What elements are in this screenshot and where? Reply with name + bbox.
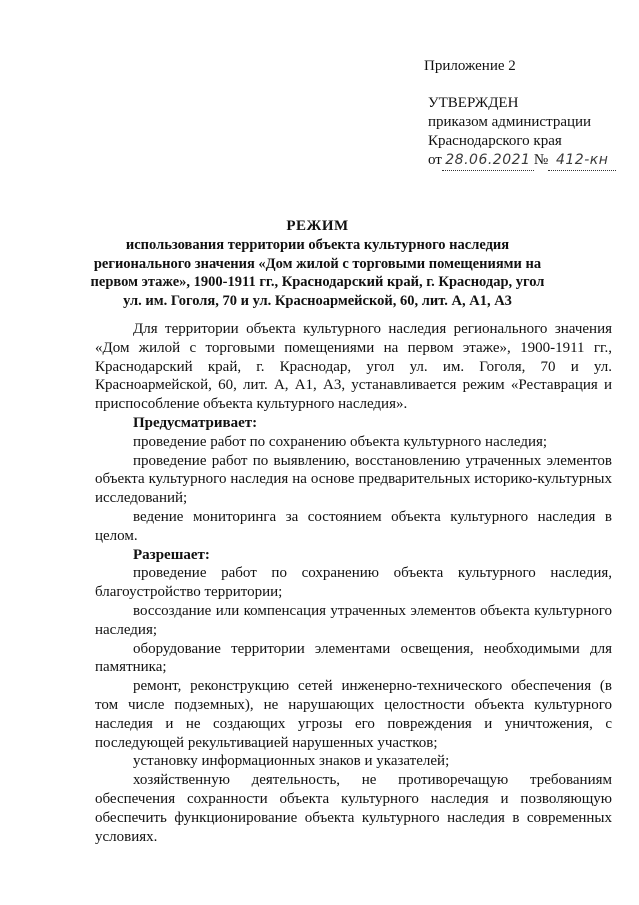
order-date-number-line <box>428 151 633 171</box>
provides-item: проведение работ по выявлению, восстановлению утраченных элементов объекта культурного наследия на основе предварительных историко-культурных исследований; <box>95 452 612 507</box>
from-prefix: от <box>428 152 442 168</box>
permits-item: хозяйственную деятельность, не противоречащую требованиям обеспечения сохранности объекта культурного наследия и позволяющую обеспечить функционирование объекта культурного наследия в современных условиях. <box>95 772 612 845</box>
appendix-label: Приложение 2 <box>424 58 516 74</box>
provides-item: проведение работ по сохранению объекта культурного наследия; <box>133 433 548 450</box>
permits-item: ремонт, реконструкцию сетей инженерно-технического обеспечения (в том числе подземных), не нарушающих целостности объекта культурного наследия и не создающих угрозы его повреждения и уничтожения, с последующей рекультивацией нарушенных участков; <box>95 678 612 751</box>
permits-item: воссоздание или компенсация утраченных элементов объекта культурного наследия; <box>95 602 612 638</box>
handwritten-number: 412-кн <box>555 152 609 168</box>
permits-item: проведение работ по сохранению объекта культурного наследия, благоустройство территории; <box>95 565 612 601</box>
document-body <box>95 320 612 846</box>
date-field <box>442 151 534 171</box>
approval-block <box>428 94 633 171</box>
intro-paragraph: Для территории объекта культурного наследия регионального значения «Дом жилой с торговыми помещениями на первом этаже», 1900-1911 гг., Краснодарский край, г. Краснодар, угол ул. им. Гоголя, 70 и ул. Красноармейской, 60, лит. А, А1, А3, устанавливается режим «Реставрация и приспособление объекта культурного наследия». <box>95 321 612 413</box>
number-field <box>548 151 616 171</box>
permits-item: установку информационных знаков и указателей; <box>133 753 450 770</box>
document-title: РЕЖИМ <box>286 218 349 234</box>
document-subtitle: использования территории объекта культурного наследия регионального значения «Дом жилой с торговыми помещениями на первом этаже», 1900-1911 гг., Краснодарский край, г. Краснодар, угол ул. им. Гоголя, 70 и ул. Красноармейской, 60, лит. А, А1, А3 <box>90 237 545 309</box>
permits-item: оборудование территории элементами освещения, необходимыми для памятника; <box>95 640 612 676</box>
handwritten-date: 28.06.2021 <box>445 152 531 168</box>
order-line-2: Краснодарского края <box>428 133 562 149</box>
provides-item: ведение мониторинга за состоянием объекта культурного наследия в целом. <box>95 508 612 544</box>
number-sign: № <box>533 152 549 168</box>
order-line-1: приказом администрации <box>428 114 592 130</box>
approved-label: УТВЕРЖДЕН <box>428 95 519 111</box>
permits-label: Разрешает: <box>133 546 210 563</box>
provides-label: Предусматривает: <box>133 414 258 431</box>
